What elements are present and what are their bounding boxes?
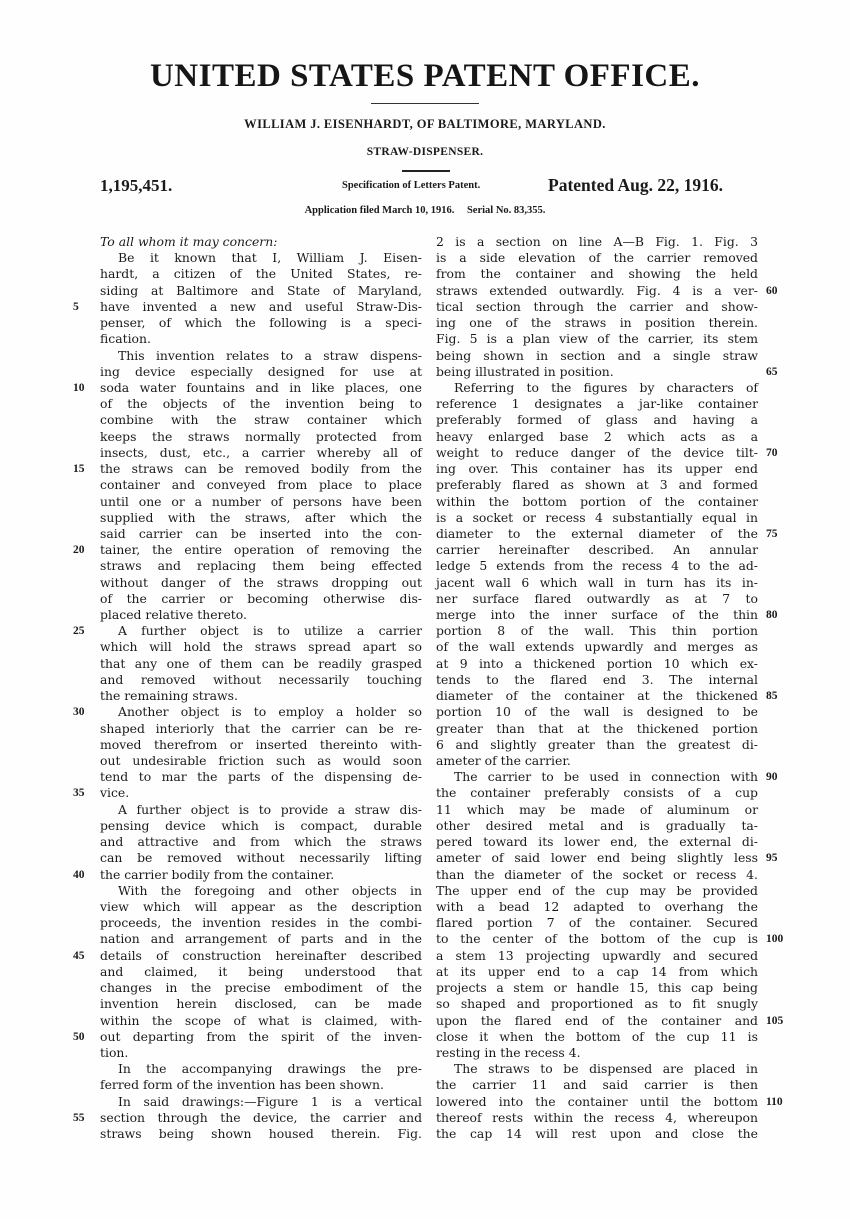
invention-subject: STRAW-DISPENSER. bbox=[366, 146, 484, 158]
line-text: Referring to the figures by characters of bbox=[454, 379, 758, 395]
text-line bbox=[100, 980, 422, 996]
text-line bbox=[100, 996, 422, 1012]
text-line bbox=[436, 575, 758, 591]
text-line bbox=[436, 948, 758, 964]
text-line bbox=[100, 1077, 422, 1093]
text-line bbox=[436, 250, 758, 266]
line-text: of the wall extends upwardly and merges as bbox=[436, 639, 758, 655]
left-text-column bbox=[73, 234, 422, 1142]
line-text: changes in the precise embodiment of the bbox=[100, 980, 422, 996]
line-text: with a bead 12 adapted to overhang the bbox=[436, 898, 758, 914]
line-text: close it when the bottom of the cup 11 is bbox=[436, 1028, 758, 1044]
text-line bbox=[100, 315, 422, 331]
line-text: ameter of said lower end being slightly less bbox=[436, 850, 758, 866]
line-text: section through the device, the carrier and bbox=[100, 1109, 422, 1125]
text-line bbox=[100, 575, 422, 591]
text-line bbox=[100, 672, 422, 688]
specification-label: Specification of Letters Patent. bbox=[342, 180, 481, 191]
text-line bbox=[436, 282, 778, 299]
text-line bbox=[436, 964, 758, 980]
text-line bbox=[436, 234, 758, 250]
text-line bbox=[100, 850, 422, 866]
text-line bbox=[100, 266, 422, 282]
line-text: the remaining straws. bbox=[100, 688, 238, 704]
line-text: In the accompanying drawings the pre- bbox=[118, 1061, 422, 1077]
text-line bbox=[73, 704, 422, 720]
text-line bbox=[100, 607, 422, 623]
line-text: being illustrated in position. bbox=[436, 363, 614, 379]
text-line bbox=[436, 672, 758, 688]
text-line bbox=[436, 1077, 758, 1093]
text-line bbox=[436, 444, 778, 461]
line-text: until one or a number of persons have been bbox=[100, 493, 422, 509]
right-text-column bbox=[436, 234, 784, 1142]
line-text: nation and arrangement of parts and in the bbox=[100, 931, 422, 947]
line-text: at 9 into a thickened portion 10 which ex- bbox=[436, 655, 758, 671]
line-text: a stem 13 projecting upwardly and secured bbox=[436, 947, 758, 963]
line-text: Fig. 5 is a plan view of the carrier, its stem bbox=[436, 331, 758, 347]
line-text: that any one of them can be readily grasped bbox=[100, 655, 422, 671]
text-line bbox=[436, 785, 758, 801]
line-text: so shaped and proportioned as to fit snugly bbox=[436, 996, 758, 1012]
text-line bbox=[100, 915, 422, 931]
line-text: The carrier to be used in connection with bbox=[454, 769, 758, 785]
text-line bbox=[100, 769, 422, 785]
line-number: 40 bbox=[73, 868, 85, 881]
text-line bbox=[100, 1126, 422, 1142]
text-line bbox=[100, 1045, 422, 1061]
line-text: penser, of which the following is a speci- bbox=[100, 315, 422, 331]
text-line bbox=[436, 315, 758, 331]
text-line bbox=[100, 364, 422, 380]
line-text: invention herein disclosed, can be made bbox=[100, 996, 422, 1012]
text-line bbox=[100, 1061, 422, 1077]
line-text: straws being shown housed therein. Fig. bbox=[100, 1126, 422, 1142]
line-number: 65 bbox=[766, 365, 778, 378]
line-text: proceeds, the invention resides in the combi- bbox=[100, 915, 422, 931]
line-text: diameter to the external diameter of the bbox=[436, 525, 758, 541]
line-text: This invention relates to a straw dispens- bbox=[118, 347, 422, 363]
line-text: which will hold the straws spread apart so bbox=[100, 639, 422, 655]
office-title: UNITED STATES PATENT OFFICE. bbox=[149, 58, 701, 94]
text-line bbox=[436, 737, 758, 753]
line-text: greater than that at the thickened portion bbox=[436, 720, 758, 736]
text-line bbox=[436, 656, 758, 672]
line-text: weight to reduce danger of the device tilt- bbox=[436, 444, 758, 460]
line-text: ferred form of the invention has been shown. bbox=[100, 1077, 384, 1093]
text-line bbox=[436, 850, 778, 866]
text-line bbox=[73, 1109, 422, 1126]
line-text: preferably formed of glass and having a bbox=[436, 412, 758, 428]
text-line bbox=[73, 379, 422, 396]
line-text: and attractive and from which the straws bbox=[100, 834, 422, 850]
line-text: Be it known that I, William J. Eisen- bbox=[118, 250, 422, 266]
subject-divider bbox=[402, 170, 450, 172]
line-text: portion 8 of the wall. This thin portion bbox=[436, 623, 758, 639]
text-line bbox=[100, 412, 422, 428]
line-text: is a side elevation of the carrier removed bbox=[436, 250, 758, 266]
inventor-line: WILLIAM J. EISENHARDT, OF BALTIMORE, MARYLAND. bbox=[244, 117, 606, 131]
text-line bbox=[73, 866, 422, 883]
line-text: the cap 14 will rest upon and close the bbox=[436, 1126, 758, 1142]
line-text: jacent wall 6 which wall in turn has its in- bbox=[436, 574, 758, 590]
line-text: fication. bbox=[100, 331, 151, 347]
text-line bbox=[436, 931, 784, 947]
line-text: pensing device which is compact, durable bbox=[100, 817, 422, 833]
line-text: ing one of the straws in position therein. bbox=[436, 315, 758, 331]
line-number: 45 bbox=[73, 949, 85, 962]
text-line bbox=[436, 834, 758, 850]
line-text: tion. bbox=[100, 1044, 129, 1060]
line-text: projects a stem or handle 15, this cap being bbox=[436, 980, 758, 996]
line-number: 90 bbox=[766, 771, 778, 784]
text-line bbox=[100, 1094, 422, 1110]
line-text: out undesirable friction such as would soon bbox=[100, 753, 422, 768]
text-line bbox=[436, 623, 758, 639]
line-text: soda water fountains and in like places, one bbox=[100, 379, 422, 395]
line-number: 95 bbox=[766, 852, 778, 865]
line-text: resting in the recess 4. bbox=[436, 1044, 581, 1060]
line-text: ing over. This container has its upper end bbox=[436, 461, 758, 477]
line-text: In said drawings:—Figure 1 is a vertical bbox=[118, 1093, 422, 1109]
text-line bbox=[100, 445, 422, 461]
line-text: the straws can be removed bodily from the bbox=[100, 461, 422, 477]
line-text: heavy enlarged base 2 which acts as a bbox=[436, 428, 758, 444]
text-line bbox=[436, 688, 778, 704]
line-text: tainer, the entire operation of removing the bbox=[100, 542, 422, 558]
line-number: 85 bbox=[766, 690, 778, 703]
line-text: placed relative thereto. bbox=[100, 607, 247, 623]
line-number: 35 bbox=[73, 787, 85, 800]
text-line bbox=[100, 510, 422, 526]
line-text: flared portion 7 of the container. Secured bbox=[436, 915, 758, 931]
text-line bbox=[100, 429, 422, 445]
text-line bbox=[73, 1028, 422, 1045]
text-line bbox=[436, 461, 758, 477]
text-line bbox=[436, 1012, 784, 1029]
line-text: tical section through the carrier and show- bbox=[436, 298, 758, 314]
line-text: A further object is to provide a straw dis- bbox=[118, 801, 422, 817]
line-text: from the container and showing the held bbox=[436, 266, 758, 282]
line-text: Another object is to employ a holder so bbox=[118, 704, 422, 720]
line-number: 75 bbox=[766, 527, 778, 540]
text-line bbox=[100, 964, 422, 980]
text-line bbox=[100, 331, 422, 347]
line-text: container and conveyed from place to place bbox=[100, 477, 422, 493]
application-filed: Application filed March 10, 1916. bbox=[304, 205, 455, 216]
text-line bbox=[436, 380, 758, 396]
text-line bbox=[436, 769, 778, 785]
line-text: tends to the flared end 3. The internal bbox=[436, 671, 758, 687]
title-divider bbox=[371, 103, 479, 104]
line-text: moved therefrom or inserted thereinto with- bbox=[100, 736, 422, 752]
line-number: 30 bbox=[73, 706, 85, 719]
line-text: hardt, a citizen of the United States, re- bbox=[100, 266, 422, 282]
text-line bbox=[436, 348, 758, 364]
text-line bbox=[436, 1061, 758, 1077]
line-text: The upper end of the cup may be provided bbox=[436, 882, 758, 898]
line-text: the container preferably consists of a cup bbox=[436, 785, 758, 801]
text-line bbox=[100, 753, 422, 769]
line-text: keeps the straws normally protected from bbox=[100, 428, 422, 444]
text-line bbox=[100, 283, 422, 299]
line-text: lowered into the container until the bottom bbox=[436, 1093, 758, 1109]
line-number: 5 bbox=[73, 300, 79, 313]
text-line bbox=[436, 980, 758, 996]
line-number: 25 bbox=[73, 625, 85, 638]
text-line bbox=[100, 591, 422, 607]
text-line bbox=[436, 915, 758, 931]
line-text: details of construction hereinafter described bbox=[100, 947, 422, 963]
line-text: within the bottom portion of the container bbox=[436, 493, 758, 509]
text-line bbox=[436, 477, 758, 493]
line-text: siding at Baltimore and State of Maryland, bbox=[100, 282, 422, 298]
line-text: portion 10 of the wall is designed to be bbox=[436, 704, 758, 720]
line-text: 11 which may be made of aluminum or bbox=[436, 801, 758, 817]
line-text: ing device especially designed for use at bbox=[100, 363, 422, 379]
text-line bbox=[100, 688, 422, 704]
line-text: at its upper end to a cap 14 from which bbox=[436, 963, 758, 979]
text-line bbox=[436, 299, 758, 315]
text-line bbox=[436, 899, 758, 915]
line-text: To all whom it may concern: bbox=[100, 234, 278, 249]
line-text: straws extended outwardly. Fig. 4 is a ver- bbox=[436, 282, 758, 298]
line-text: the carrier bodily from the container. bbox=[100, 866, 335, 882]
text-line bbox=[436, 542, 758, 558]
text-line bbox=[436, 363, 778, 380]
line-text: is a socket or recess 4 substantially equal in bbox=[436, 509, 758, 525]
line-text: tend to mar the parts of the dispensing de- bbox=[100, 769, 422, 785]
text-line bbox=[100, 834, 422, 850]
line-text: without danger of the straws dropping out bbox=[100, 574, 422, 590]
line-text: insects, dust, etc., a carrier whereby all of bbox=[100, 444, 422, 460]
line-text: pered toward its lower end, the external di- bbox=[436, 834, 758, 850]
patent-number: 1,195,451. bbox=[100, 176, 173, 195]
text-line bbox=[100, 931, 422, 947]
text-line bbox=[100, 250, 422, 266]
line-number: 110 bbox=[766, 1095, 783, 1108]
line-text: supplied with the straws, after which the bbox=[100, 509, 422, 525]
text-line bbox=[100, 639, 422, 655]
text-line bbox=[100, 396, 422, 412]
text-line bbox=[100, 721, 422, 737]
line-number: 15 bbox=[73, 463, 85, 476]
line-text: With the foregoing and other objects in bbox=[118, 882, 422, 898]
text-line bbox=[100, 883, 422, 899]
text-line bbox=[436, 704, 758, 720]
line-number: 100 bbox=[766, 933, 784, 946]
line-text: vice. bbox=[100, 785, 130, 801]
line-text: reference 1 designates a jar-like container bbox=[436, 396, 758, 412]
text-line bbox=[100, 802, 422, 818]
line-number: 55 bbox=[73, 1111, 85, 1124]
text-line bbox=[100, 818, 422, 834]
line-text: of the carrier or becoming otherwise dis- bbox=[100, 590, 422, 606]
text-line bbox=[73, 461, 422, 477]
line-text: being shown in section and a single straw bbox=[436, 347, 758, 363]
text-line bbox=[100, 234, 422, 250]
line-number: 80 bbox=[766, 609, 778, 622]
line-text: straws and replacing them being effected bbox=[100, 558, 422, 574]
text-line bbox=[73, 623, 422, 639]
text-line bbox=[100, 656, 422, 672]
line-number: 10 bbox=[73, 381, 85, 394]
line-text: preferably flared as shown at 3 and formed bbox=[436, 477, 758, 493]
line-number: 50 bbox=[73, 1030, 85, 1043]
serial-number: Serial No. 83,355. bbox=[466, 205, 546, 216]
text-line bbox=[100, 494, 422, 510]
line-text: ner surface flared outwardly as at 7 to bbox=[436, 590, 758, 606]
text-line bbox=[436, 753, 758, 769]
text-line bbox=[436, 558, 758, 574]
text-line bbox=[100, 737, 422, 753]
text-line bbox=[73, 542, 422, 558]
line-text: and claimed, it being understood that bbox=[100, 963, 422, 979]
line-text: shaped interiorly that the carrier can be re- bbox=[100, 720, 422, 736]
line-text: The straws to be dispensed are placed in bbox=[454, 1061, 758, 1077]
line-text: than the diameter of the socket or recess 4. bbox=[436, 866, 758, 882]
text-line bbox=[100, 1013, 422, 1029]
line-text: carrier hereinafter described. An annular bbox=[436, 542, 758, 558]
line-text: 2 is a section on line A—B Fig. 1. Fig. 3 bbox=[436, 234, 758, 249]
text-line bbox=[436, 331, 758, 347]
text-line bbox=[436, 396, 758, 412]
text-line bbox=[73, 298, 422, 315]
line-text: of the objects of the invention being to bbox=[100, 396, 422, 412]
text-line bbox=[73, 785, 422, 801]
text-line bbox=[436, 494, 758, 510]
line-text: other desired metal and is gradually ta- bbox=[436, 817, 758, 833]
text-line bbox=[436, 525, 778, 542]
text-line bbox=[100, 899, 422, 915]
text-line bbox=[100, 526, 422, 542]
line-text: and removed without necessarily touching bbox=[100, 671, 422, 687]
line-text: combine with the straw container which bbox=[100, 412, 422, 428]
text-line bbox=[436, 1093, 783, 1110]
text-line bbox=[100, 477, 422, 493]
text-line bbox=[436, 591, 758, 607]
text-line bbox=[436, 607, 778, 623]
text-line bbox=[436, 996, 758, 1012]
text-line bbox=[436, 867, 758, 883]
line-text: to the center of the bottom of the cup is bbox=[436, 931, 758, 947]
text-line bbox=[436, 883, 758, 899]
line-text: diameter of the container at the thickened bbox=[436, 688, 758, 704]
line-text: A further object is to utilize a carrier bbox=[118, 623, 422, 639]
line-text: the carrier 11 and said carrier is then bbox=[436, 1077, 758, 1093]
line-text: ledge 5 extends from the recess 4 to the ad- bbox=[436, 558, 758, 574]
text-line bbox=[436, 1045, 758, 1061]
text-line bbox=[436, 802, 758, 818]
text-line bbox=[436, 510, 758, 526]
line-text: said carrier can be inserted into the con- bbox=[100, 525, 422, 541]
text-line bbox=[436, 1029, 758, 1045]
text-line bbox=[436, 1126, 758, 1142]
text-line bbox=[436, 412, 758, 428]
text-line bbox=[436, 818, 758, 834]
line-number: 20 bbox=[73, 544, 85, 557]
text-line bbox=[73, 947, 422, 964]
line-number: 60 bbox=[766, 284, 778, 297]
text-line bbox=[436, 639, 758, 655]
text-line bbox=[436, 266, 758, 282]
text-line bbox=[100, 348, 422, 364]
line-text: have invented a new and useful Straw-Dis- bbox=[100, 298, 422, 314]
application-info bbox=[0, 205, 850, 216]
line-text: 6 and slightly greater than the greatest di- bbox=[436, 736, 758, 752]
text-line bbox=[436, 1110, 758, 1126]
text-line bbox=[436, 429, 758, 445]
line-number: 105 bbox=[766, 1014, 784, 1027]
line-text: thereof rests within the recess 4, whereupon bbox=[436, 1109, 758, 1125]
line-number: 70 bbox=[766, 446, 778, 459]
line-text: view which will appear as the description bbox=[100, 898, 422, 914]
line-text: can be removed without necessarily lifting bbox=[100, 850, 422, 866]
line-text: ameter of the carrier. bbox=[436, 753, 571, 768]
text-line bbox=[436, 721, 758, 737]
line-text: upon the flared end of the container and bbox=[436, 1012, 758, 1028]
line-text: within the scope of what is claimed, with- bbox=[100, 1012, 422, 1028]
line-text: merge into the inner surface of the thin bbox=[436, 607, 758, 623]
text-line bbox=[100, 558, 422, 574]
line-text: out departing from the spirit of the inven- bbox=[100, 1028, 422, 1044]
patented-date: Patented Aug. 22, 1916. bbox=[548, 175, 723, 195]
